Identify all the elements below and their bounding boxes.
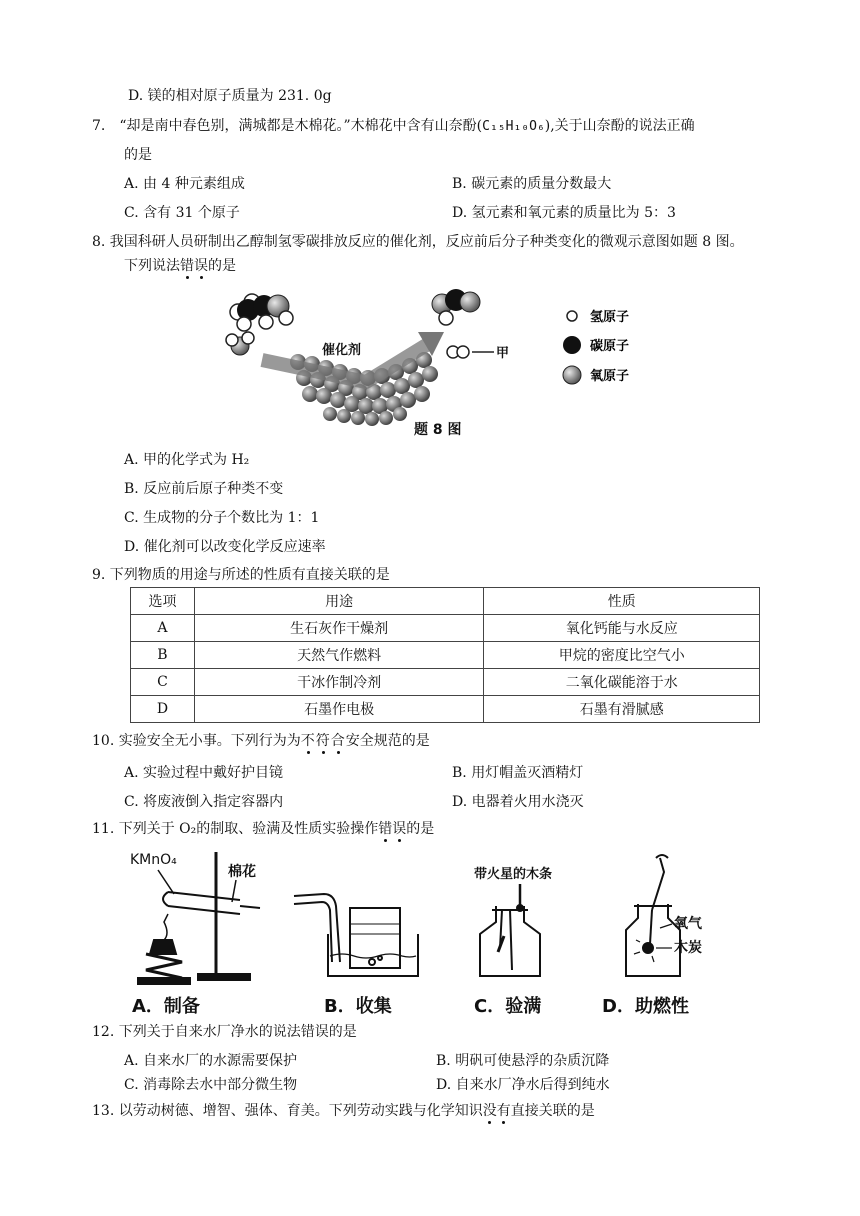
q6-option-d: D. 镁的相对原子质量为 231. 0g	[128, 88, 332, 104]
q8-option-d: D. 催化剂可以改变化学反应速率	[124, 539, 326, 555]
cell-use: 干冰作制冷剂	[194, 669, 484, 696]
legend-hydrogen: 氢原子	[590, 310, 630, 325]
figure-caption: 题 8 图	[414, 422, 462, 438]
legend	[563, 309, 629, 384]
apparatus-b-collection	[294, 894, 418, 976]
header-option: 选项	[131, 588, 195, 615]
q10-option-a: A. 实验过程中戴好护目镜	[124, 765, 284, 781]
ethanol-molecule	[230, 294, 293, 331]
q7-option-b: B. 碳元素的质量分数最大	[452, 176, 612, 192]
cell-property: 甲烷的密度比空气小	[484, 642, 760, 669]
q8-stem-text: 下列说法	[124, 258, 180, 274]
cell-use: 生石灰作干燥剂	[194, 615, 484, 642]
emphasis-char: 没	[482, 1103, 497, 1119]
cell-use: 天然气作燃料	[194, 642, 484, 669]
q8-micro-diagram	[218, 282, 678, 444]
water-molecule	[226, 332, 254, 355]
q10-stem	[92, 731, 430, 751]
cell-option: B	[131, 642, 195, 669]
q8-emphasis-text	[180, 258, 208, 274]
q13-stem-text-end: 直接关联的是	[510, 1103, 595, 1119]
legend-carbon: 碳原子	[590, 339, 630, 354]
q8-emphasis-wrong	[180, 258, 208, 274]
label-d: D．助燃性	[602, 996, 689, 1017]
q10-option-c: C. 将废液倒入指定容器内	[124, 794, 284, 810]
q12-option-b: B. 明矾可使悬浮的杂质沉降	[436, 1053, 610, 1069]
q10-option-d: D. 电器着火用水浇灭	[452, 794, 584, 810]
emphasis-char: 符	[315, 733, 331, 749]
q7-stem-line2: 的是	[124, 147, 152, 163]
q7-option-d: D. 氢元素和氧元素的质量比为 5：3	[452, 205, 676, 221]
cell-option: D	[131, 696, 195, 723]
catalyst-label: 催化剂	[322, 343, 362, 358]
table-row	[131, 642, 760, 669]
cotton-label: 棉花	[228, 864, 256, 880]
emphasis-char: 不	[300, 733, 316, 749]
cell-property: 石墨有滑腻感	[484, 696, 760, 723]
table-row	[131, 696, 760, 723]
q10-stem-text: 10. 实验安全无小事。下列行为为	[92, 733, 301, 749]
q8-stem-line2	[124, 256, 236, 276]
q8-stem-text-end: 的是	[208, 258, 236, 274]
q12-option-c: C. 消毒除去水中部分微生物	[124, 1077, 298, 1093]
q10-option-b: B. 用灯帽盖灭酒精灯	[452, 765, 584, 781]
q7-option-c: C. 含有 31 个原子	[124, 205, 240, 221]
cell-property: 二氧化碳能溶于水	[484, 669, 760, 696]
q8-option-c: C. 生成物的分子个数比为 1：1	[124, 510, 320, 526]
cell-property: 氧化钙能与水反应	[484, 615, 760, 642]
apparatus-a-preparation	[130, 852, 260, 984]
q12-option-a: A. 自来水厂的水源需要保护	[124, 1053, 298, 1069]
q7-option-a: A. 由 4 种元素组成	[124, 176, 245, 192]
charcoal-label: 木炭	[674, 940, 702, 956]
q7-stem-text: 7. “却是南中春色别，满城都是木棉花。”木棉花中含有山奈酚(	[92, 118, 483, 134]
apparatus-d-combustion	[626, 855, 680, 976]
emphasis-char: 有	[496, 1103, 511, 1119]
q10-stem-text-end: 安全规范的是	[345, 733, 430, 749]
q11-apparatus-diagram	[128, 844, 728, 1019]
q7-formula: C₁₅H₁₀O₆	[482, 119, 545, 134]
header-use: 用途	[194, 588, 484, 615]
cell-use: 石墨作电极	[194, 696, 484, 723]
legend-oxygen: 氧原子	[590, 369, 630, 384]
label-a: A．制备	[132, 996, 200, 1017]
table-header-row	[131, 588, 760, 615]
emphasis-char: 误	[392, 821, 407, 837]
product-label: 甲	[496, 346, 510, 361]
emphasis-char: 合	[330, 733, 346, 749]
q11-stem-text-end: 的是	[406, 821, 435, 837]
q8-option-b: B. 反应前后原子种类不变	[124, 481, 284, 497]
q13-emphasis	[483, 1103, 511, 1119]
q11-emphasis	[378, 821, 406, 837]
cell-option: C	[131, 669, 195, 696]
label-c: C．验满	[474, 996, 542, 1017]
header-property: 性质	[484, 588, 760, 615]
hydrogen-atom-icon	[567, 311, 577, 321]
glowing-splint-label: 带火星的木条	[474, 867, 553, 882]
apparatus-c-check	[480, 884, 540, 976]
cell-option: A	[131, 615, 195, 642]
q12-stem: 12. 下列关于自来水厂净水的说法错误的是	[92, 1024, 357, 1040]
q9-stem: 9. 下列物质的用途与所述的性质有直接关联的是	[92, 567, 390, 583]
oxygen-atom-icon	[563, 366, 581, 384]
q10-emphasis	[301, 733, 346, 749]
oxygen-label: 氧气	[674, 916, 702, 932]
emphasis-char: 错	[180, 258, 194, 274]
hydrogen-molecule	[447, 346, 469, 358]
emphasis-char: 错	[378, 821, 393, 837]
q7-stem	[92, 116, 695, 137]
catalyst-bed	[290, 352, 438, 426]
emphasis-char: 误	[194, 258, 208, 274]
label-b: B．收集	[324, 996, 392, 1017]
co2-molecule	[432, 289, 480, 325]
q8-stem: 8. 我国科研人员研制出乙醇制氢零碳排放反应的催化剂，反应前后分子种类变化的微观示意图如题 8 图。	[92, 234, 744, 250]
kmno4-label: KMnO₄	[130, 852, 177, 868]
q8-option-a: A. 甲的化学式为 H₂	[124, 452, 250, 468]
q11-stem-text: 11. 下列关于 O₂的制取、验满及性质实验操作	[92, 821, 379, 837]
q13-stem-text: 13. 以劳动树德、增智、强体、育美。下列劳动实践与化学知识	[92, 1103, 483, 1119]
carbon-atom-icon	[563, 336, 581, 354]
table-row	[131, 615, 760, 642]
q11-stem	[92, 819, 434, 839]
q7-stem-text-2: ),关于山奈酚的说法正确	[544, 118, 695, 134]
table-row	[131, 669, 760, 696]
q9-table	[130, 587, 760, 723]
q12-option-d: D. 自来水厂净水后得到纯水	[436, 1077, 610, 1093]
q13-stem	[92, 1101, 595, 1121]
